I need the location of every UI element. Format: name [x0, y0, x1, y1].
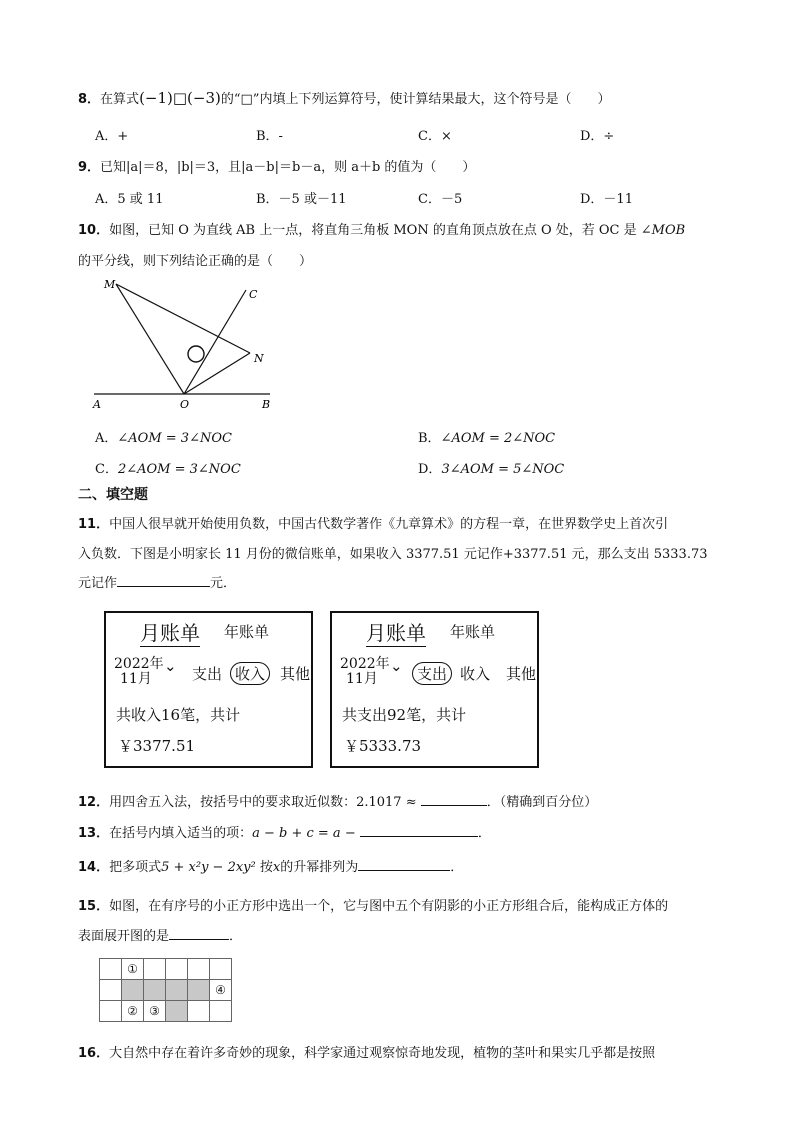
grid-cell-shaded	[122, 980, 144, 1001]
bill-right-year: 2022年	[340, 656, 390, 672]
grid-cell-shaded	[144, 980, 166, 1001]
q13-stem	[78, 822, 491, 841]
q15-grid	[99, 958, 232, 1022]
label-b: B	[262, 398, 271, 411]
q10-stem-line2: 的平分线，则下列结论正确的是（ ）	[78, 254, 313, 269]
bill-right-summary: 共支出92笔，共计	[342, 706, 467, 724]
triangle-hole	[188, 346, 204, 362]
bill-left-tab-income: 收入	[230, 662, 270, 685]
bill-right-tab-other: 其他	[506, 665, 537, 683]
q12-number: 12．	[78, 795, 110, 810]
bill-right-month: 11月	[346, 671, 378, 687]
q12-answer-blank[interactable]	[421, 791, 487, 806]
q10-option-d-math: 3∠AOM = 5∠NOC	[441, 462, 565, 477]
q15-number: 15．	[78, 899, 110, 914]
q11-number: 11．	[78, 517, 110, 532]
q15-answer-blank[interactable]	[169, 925, 229, 940]
q8-text-post: 的“□”内填上下列运算符号，使计算结果最大，这个符号是（ ）	[220, 92, 611, 107]
q10-option-b-math: ∠AOM = 2∠NOC	[440, 431, 556, 446]
q10-option-d	[418, 458, 564, 477]
bill-right-subtitle: 年账单	[450, 623, 496, 641]
q14-text-mid: 按	[259, 860, 273, 875]
line-mn	[116, 284, 250, 353]
chevron-down-icon: ⌄	[390, 657, 403, 675]
q13-text-pre: 在括号内填入适当的项：	[109, 826, 253, 841]
q15-text-line1: 如图，在有序号的小正方形中选出一个，它与图中五个有阴影的小正方形组合后，能构成正方体的	[109, 899, 669, 914]
q16-line1	[78, 1042, 655, 1061]
q13-text-post: ．	[477, 826, 491, 841]
bill-left-tab-expense: 支出	[192, 665, 223, 683]
grid-cell	[188, 959, 210, 980]
q13-expression: a − b + c = a −	[252, 826, 356, 841]
q14-polynomial: 5 + x²y − 2xy²	[161, 860, 256, 875]
bill-right-title: 月账单	[366, 617, 426, 647]
grid-cell	[166, 959, 188, 980]
bill-left-year: 2022年	[114, 656, 164, 672]
q14-answer-blank[interactable]	[358, 856, 450, 871]
q8-expression: (−1)□(−3)	[139, 89, 221, 107]
grid-cell	[100, 959, 122, 980]
q10-option-a-prefix: A．	[95, 431, 118, 446]
q11-text-pre: 元记作	[78, 576, 118, 591]
ray-oc	[184, 290, 246, 394]
q16-number: 16．	[78, 1046, 110, 1061]
q9-option-b: B．－5 或－11	[256, 192, 347, 207]
ray-on	[184, 353, 250, 394]
bill-left	[104, 611, 313, 768]
q11-text-post: 元．	[210, 576, 237, 591]
q10-number: 10．	[78, 223, 110, 238]
bill-left-amount: ￥3377.51	[118, 737, 196, 755]
q13-answer-blank[interactable]	[360, 822, 478, 837]
q12-text-post: ．（精确到百分位）	[486, 795, 598, 810]
ray-om	[116, 284, 184, 394]
grid-cell	[100, 980, 122, 1001]
q10-option-c-prefix: C．	[95, 462, 118, 477]
q10-option-b	[418, 427, 555, 446]
q10-option-c-math: 2∠AOM = 3∠NOC	[117, 462, 241, 477]
grid-cell	[188, 1001, 210, 1022]
q10-figure	[88, 276, 278, 414]
grid-cell-shaded	[166, 980, 188, 1001]
q8-option-b: B．-	[256, 129, 283, 144]
bill-right-tab-income: 收入	[460, 665, 491, 683]
q11-line1	[78, 513, 668, 532]
grid-cell	[210, 959, 232, 980]
label-a: A	[93, 398, 101, 411]
grid-cell-shaded	[166, 1001, 188, 1022]
q14-text-post: ．	[450, 860, 464, 875]
q10-option-a-math: ∠AOM = 3∠NOC	[117, 431, 232, 446]
q10-option-c	[95, 458, 241, 477]
q8-option-c: C．×	[418, 129, 452, 144]
grid-cell-1[interactable]: ①	[122, 959, 144, 980]
grid-cell-2[interactable]: ②	[122, 1001, 144, 1022]
q9-option-a: A．5 或 11	[95, 192, 164, 207]
q11-answer-blank[interactable]	[117, 572, 210, 587]
q9-text: 已知|a|＝8，|b|＝3，且|a－b|＝b－a，则 a＋b 的值为（ ）	[100, 160, 476, 175]
q10-option-d-prefix: D．	[418, 462, 442, 477]
q15-line1	[78, 895, 668, 914]
q16-text-line1: 大自然中存在着许多奇妙的现象，科学家通过观察惊奇地发现，植物的茎叶和果实几乎都是按照	[109, 1046, 656, 1061]
grid-cell	[210, 1001, 232, 1022]
q15-text-pre: 表面展开图的是	[78, 929, 170, 944]
q14-text-mid2: 的升幂排列为	[280, 860, 359, 875]
q10-option-b-prefix: B．	[418, 431, 441, 446]
bill-right-tab-expense: 支出	[412, 662, 452, 685]
label-o: O	[180, 398, 190, 411]
q14-stem	[78, 856, 463, 875]
q9-stem	[78, 156, 475, 175]
bill-left-month: 11月	[120, 671, 152, 687]
grid-cell-shaded	[188, 980, 210, 1001]
q14-variable: x	[272, 860, 281, 875]
q14-text-pre: 把多项式	[109, 860, 162, 875]
q9-option-c: C．－5	[418, 192, 463, 207]
label-m: M	[104, 278, 116, 291]
q8-text-pre: 在算式	[100, 92, 140, 107]
q12-stem	[78, 791, 597, 810]
grid-cell	[144, 959, 166, 980]
q13-number: 13．	[78, 826, 110, 841]
bill-left-title: 月账单	[140, 617, 200, 647]
bill-left-subtitle: 年账单	[224, 623, 270, 641]
q8-number: 8．	[78, 92, 101, 107]
bill-left-summary: 共收入16笔，共计	[116, 706, 241, 724]
bill-right	[330, 611, 539, 768]
q11-text-line1: 中国人很早就开始使用负数，中国古代数学著作《九章算术》的方程一章，在世界数学史上首次引	[109, 517, 669, 532]
grid-cell-3[interactable]: ③	[144, 1001, 166, 1022]
q12-text-pre: 用四舍五入法，按括号中的要求取近似数：2.1017 ≈	[109, 795, 417, 810]
q9-option-d: D．－11	[580, 192, 633, 207]
q10-option-a	[95, 427, 232, 446]
q15-line2	[78, 925, 242, 944]
q11-line3	[78, 572, 236, 591]
q9-number: 9．	[78, 160, 101, 175]
q10-text-line1: 如图，已知 O 为直线 AB 上一点，将直角三角板 MON 的直角顶点放在点 O 处，若 OC 是	[109, 223, 637, 238]
bill-right-amount: ￥5333.73	[344, 737, 422, 755]
grid-cell	[100, 1001, 122, 1022]
q15-text-post: ．	[229, 929, 243, 944]
q10-stem-line1	[78, 219, 685, 238]
grid-cell-4[interactable]: ④	[210, 980, 232, 1001]
chevron-down-icon: ⌄	[164, 657, 177, 675]
q10-angle-mob: ∠MOB	[640, 223, 686, 238]
bill-left-tab-other: 其他	[280, 665, 311, 683]
label-n: N	[254, 352, 264, 365]
label-c: C	[249, 288, 258, 301]
section-fill-blank-title: 二、填空题	[78, 487, 148, 503]
q14-number: 14．	[78, 860, 110, 875]
q8-option-a: A．+	[95, 129, 129, 144]
q8-option-d: D．÷	[580, 129, 615, 144]
q8-stem	[78, 88, 610, 107]
q11-line2: 入负数．下图是小明家长 11 月份的微信账单，如果收入 3377.51 元记作+3377.51 元，那么支出 5333.73	[78, 547, 708, 562]
